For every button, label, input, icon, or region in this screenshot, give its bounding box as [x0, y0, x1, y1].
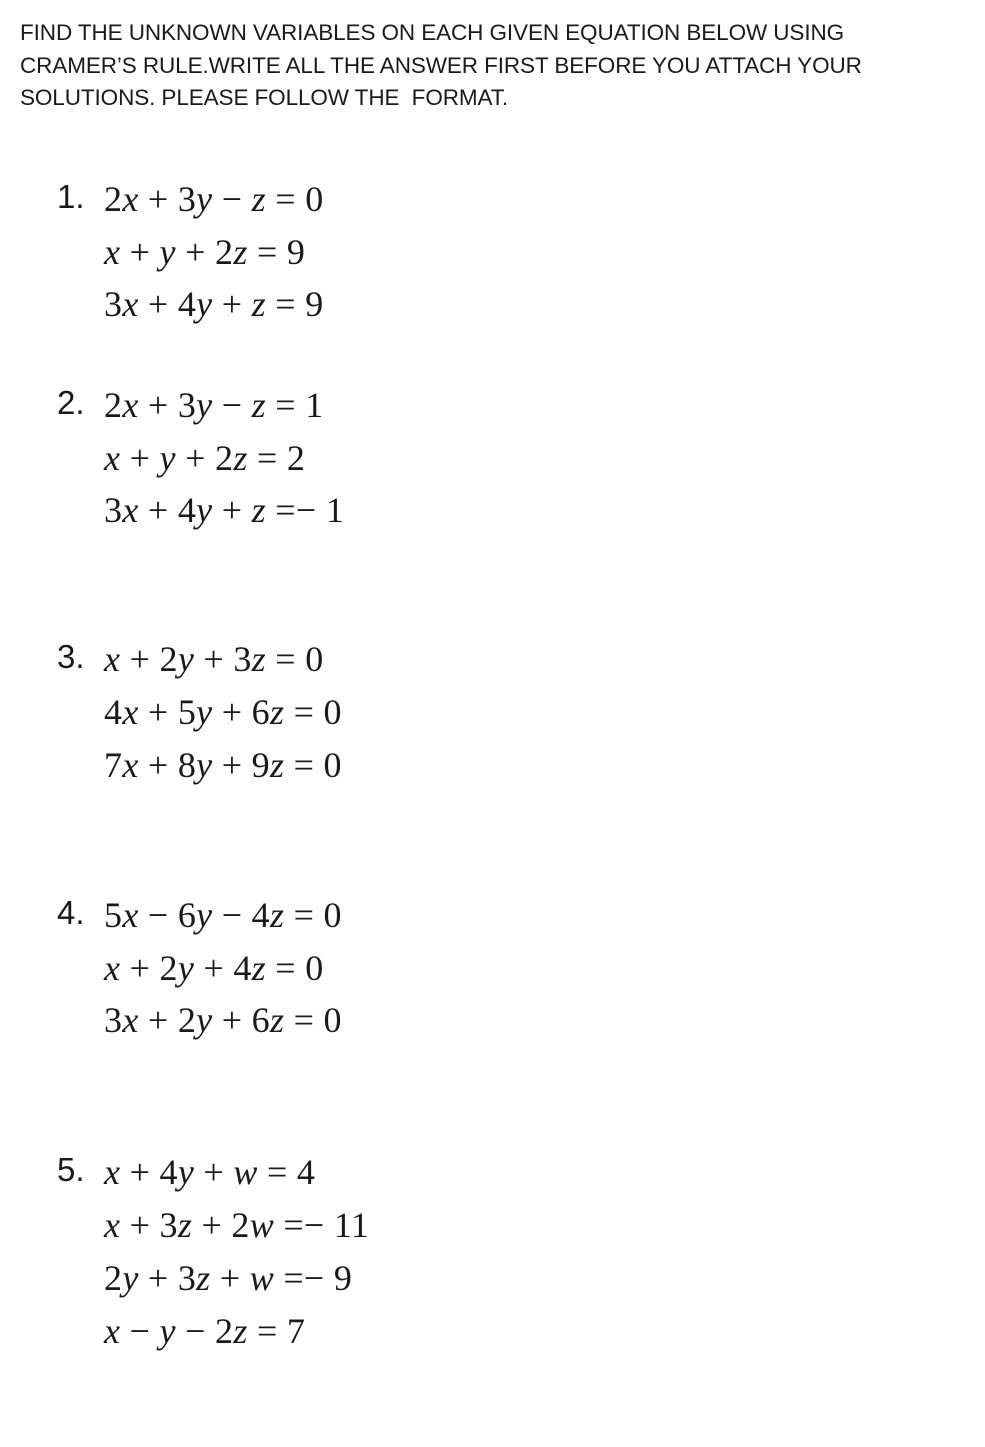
equation: x + 3z + 2w =− 11 [104, 1205, 370, 1245]
equation: x + y + 2z = 2 [104, 438, 306, 478]
instructions-line-2: CRAMER’S RULE.WRITE ALL THE ANSWER FIRST BEFORE YOU ATTACH YOUR [20, 52, 862, 78]
equation: 3x + 4y + z =− 1 [104, 490, 345, 530]
equation: 2y + 3z + w =− 9 [104, 1258, 353, 1298]
equation: 2x + 3y − z = 1 [104, 385, 324, 425]
problem-number: 3. [57, 638, 85, 675]
problem-number: 4. [57, 894, 85, 931]
equation: 4x + 5y + 6z = 0 [104, 692, 342, 732]
instructions-line-3: SOLUTIONS. PLEASE FOLLOW THE FORMAT. [20, 85, 509, 110]
equation: 3x + 4y + z = 9 [104, 284, 324, 324]
equation: 7x + 8y + 9z = 0 [104, 745, 342, 785]
equation: x − y − 2z = 7 [104, 1311, 306, 1351]
equation: 5x − 6y − 4z = 0 [104, 895, 342, 935]
problem-number: 1. [57, 178, 85, 215]
problem-number: 5. [57, 1151, 85, 1188]
instructions [20, 17, 970, 115]
equation: 3x + 2y + 6z = 0 [104, 1000, 342, 1040]
equation: x + y + 2z = 9 [104, 232, 306, 272]
instructions-line-1: FIND THE UNKNOWN VARIABLES ON EACH GIVEN EQUATION BELOW USING [20, 20, 845, 45]
equation: 2x + 3y − z = 0 [104, 179, 324, 219]
problem-number: 2. [57, 384, 85, 421]
equation: x + 2y + 3z = 0 [104, 639, 324, 679]
equation: x + 2y + 4z = 0 [104, 948, 324, 988]
equation: x + 4y + w = 4 [104, 1152, 316, 1192]
